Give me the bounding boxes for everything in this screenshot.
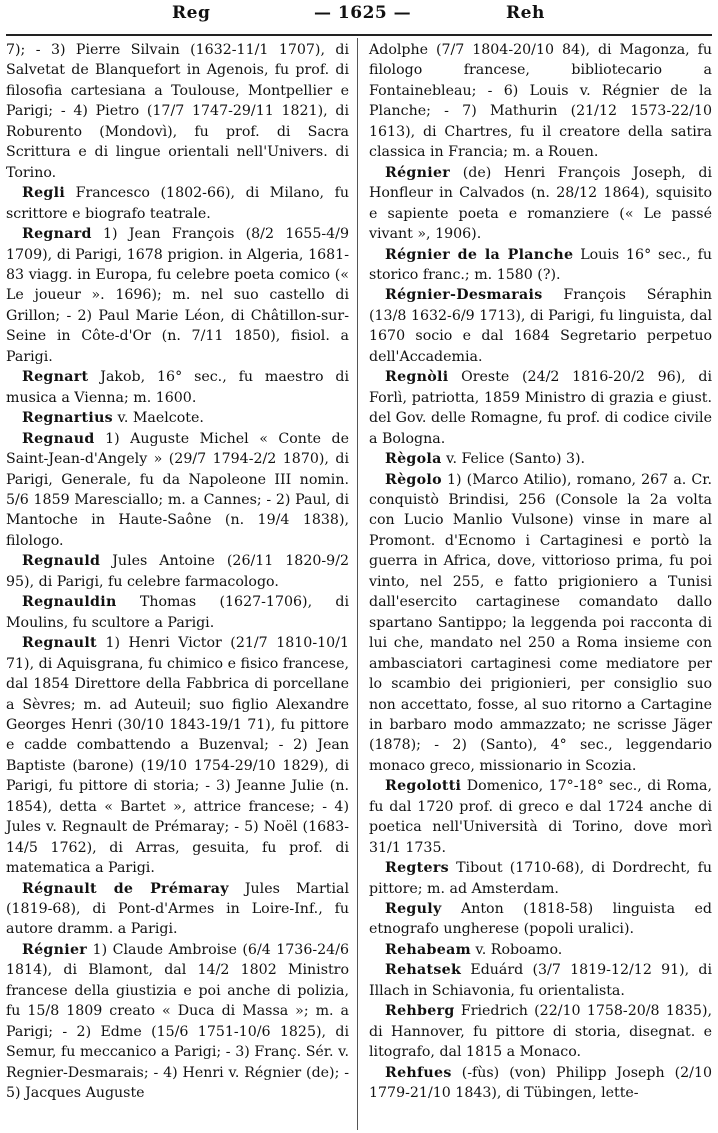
entry-text: v. Felice (Santo) 3). [446,451,586,468]
entry-text: (de) Henri François Joseph, di Honfleur in Calvados (n. 28/12 1864), squisito e sapiente poeta e romanziere (« Le passé vivant », 1906). [369,164,712,243]
entry-text: Jakob, 16° sec., fu maestro di musica a Vienna; m. 1600. [6,369,349,406]
dictionary-entry [369,940,712,960]
entry-text: Francesco (1802-66), di Milano, fu scrittore e biografo teatrale. [6,185,349,222]
header-rule [6,34,712,36]
running-head-right: Reh [506,3,545,23]
entry-text: Eduárd (3/7 1819-12/12 91), di Illach in Schiavonia, fu orientalista. [369,962,713,999]
dictionary-entry [369,960,712,1001]
entry-headword: Régnier [385,164,451,181]
entry-headword: Régnier [22,941,88,958]
dictionary-entry [369,245,712,286]
entry-text: Adolphe (7/7 1804-20/10 84), di Magonza, fu filologo francese, bibliotecario a Fontainebleau; - 6) Louis v. Régnier de la Planche; - 7) Mathurin (21/12 1573-22/10 1613), di Chartres, fu il creatore della satira classica in Francia; m. a Rouen. [369,42,712,161]
entry-headword: Régnault de Prémaray [22,880,229,897]
dictionary-entry [6,592,349,633]
dictionary-entry [6,367,349,408]
entry-text: v. Roboamo. [475,941,563,958]
entry-text: v. Maelcote. [117,410,204,427]
left-column [6,40,349,1104]
right-column [369,40,712,1104]
entry-headword: Regnault [22,635,97,652]
entry-headword: Regnòli [385,369,449,386]
entry-headword: Rehfues [385,1064,452,1081]
dictionary-entry [6,408,349,428]
dictionary-entry [6,551,349,592]
dictionary-entry [369,1001,712,1062]
entry-text: Friedrich (22/10 1758-20/8 1835), di Hannover, fu pittore di storia, disegnat. e litografo, dal 1815 a Monaco. [369,1003,712,1061]
entry-headword: Regli [22,185,66,202]
dictionary-entry [369,1063,712,1104]
entry-text: Jules Antoine (26/11 1820-9/2 95), di Parigi, fu celebre farmacologo. [6,553,350,590]
dictionary-entry [369,470,712,777]
entry-headword: Rehabeam [385,941,471,958]
dictionary-entry [369,449,712,469]
entry-headword: Rehberg [385,1003,455,1020]
entry-headword: Régnier de la Planche [385,246,574,263]
entry-headword: Règola [385,451,442,468]
dictionary-entry [6,879,349,940]
entry-headword: Regters [385,860,449,877]
dictionary-entry [369,285,712,367]
dictionary-entry [6,183,349,224]
entry-text: François Séraphin (13/8 1632-6/9 1713), di Parigi, fu linguista, dal 1670 socio e dal 1684 Segretario perpetuo dell'Accademia. [369,287,712,365]
entry-text: (-fùs) (von) Philipp Joseph (2/10 1779-21/10 1843), di Tübingen, lette- [369,1064,712,1102]
entry-headword: Regnauld [22,553,101,570]
entry-headword: Rehatsek [385,962,462,979]
dictionary-entry [369,367,712,449]
entry-text: Domenico, 17°-18° sec., di Roma, fu dal 1720 prof. di greco e dal 1724 anche di poetica nell'Università di Torino, dove morì 31/1 1735. [369,778,712,856]
page-header [0,0,718,34]
running-head-left: Reg [172,3,211,23]
entry-text: Anton (1818-58) linguista ed etnografo ungherese (popoli uralici). [369,901,712,938]
entry-headword: Regnaud [22,430,95,447]
entry-text: 7); - 3) Pierre Silvain (1632-11/1 1707), di Salvetat de Blanquefort in Agenois, fu prof. di filosofia cartesiana a Toulouse, Montpellier e Parigi; - 4) Pietro (17/7 1747-29/11 1821), di Roburento (Mondovì), fu prof. di Sacra Scrittura e di lingue orientali nell'Univers. di Torino. [6,42,349,181]
entry-text: Oreste (24/2 1816-20/2 96), di Forlì, patriotta, 1859 Ministro di grazia e giust. del Gov. delle Romagne, fu prof. di codice civile a Bologna. [369,369,712,447]
entry-text: 1) Claude Ambroise (6/4 1736-24/6 1814), di Blamont, dal 14/2 1802 Ministro francese della giustizia e poi anche di polizia, fu 15/8 1809 creato « Duca di Massa »; m. a Parigi; - 2) Edme (15/6 1751-10/6 1825), di Semur, fu meccanico a Parigi; - 3) Franç. Sér. v. Regnier-Desmarais; - 4) Henri v. Régnier (de); - 5) Jacques Auguste [6,941,349,1102]
dictionary-entry [369,776,712,858]
dictionary-entry [369,40,712,163]
page-number: — 1625 — [314,3,412,23]
entry-headword: Regnard [22,226,92,243]
entry-text: 1) Auguste Michel « Conte de Saint-Jean-d'Angely » (29/7 1794-2/2 1870), di Parigi, Generale, fu da Napoleone III nomin. 5/6 1859 Maresciallo; m. a Cannes; - 2) Paul, di Mantoche in Haute-Saône (n. 19/4 1838), filologo. [6,430,349,549]
entry-headword: Regolotti [385,778,462,795]
dictionary-entry [6,224,349,367]
entry-headword: Regnart [22,369,89,386]
column-divider [357,38,358,1130]
entry-text: 1) Henri Victor (21/7 1810-10/1 71), di Aquisgrana, fu chimico e fisico francese, dal 1854 Direttore della Fabbrica di porcellane a Sèvres; m. ad Auteuil; suo figlio Alexandre Georges Henri (30/10 1843-19/1 71), fu pittore e cadde combattendo a Buzenval; - 2) Jean Baptiste (barone) (19/10 1754-29/10 1829), di Parigi, fu pittore di storia; - 3) Jeanne Julie (n. 1854), detta « Bartet », attrice francese; - 4) Jules v. Regnault de Prémaray; - 5) Noël (1683-14/5 1762), di Arras, gesuita, fu prof. di matematica a Parigi. [6,635,349,877]
dictionary-entry [369,899,712,940]
entry-headword: Reguly [385,901,442,918]
entry-text: Thomas (1627-1706), di Moulins, fu scultore a Parigi. [6,594,349,631]
dictionary-entry [369,163,712,245]
dictionary-entry [6,940,349,1104]
entry-text: Louis 16° sec., fu storico franc.; m. 1580 (?). [369,246,712,283]
entry-text: Jules Martial (1819-68), di Pont-d'Armes in Loire-Inf., fu autore dramm. a Parigi. [6,880,349,938]
entry-text: Tibout (1710-68), di Dordrecht, fu pittore; m. ad Amsterdam. [369,860,712,897]
dictionary-entry [369,858,712,899]
dictionary-entry [6,633,349,878]
entry-text: 1) Jean François (8/2 1655-4/9 1709), di Parigi, 1678 prigion. in Algeria, 1681-83 viagg. in Europa, fu celebre poeta comico (« Le joueur ». 1696); m. nel suo castello di Grillon; - 2) Paul Marie Léon, di Châtillon-sur-Seine in Côte-d'Or (n. 7/11 1850), fisiol. a Parigi. [6,226,349,365]
entry-headword: Règolo [385,471,442,488]
dictionary-entry [6,429,349,552]
dictionary-entry [6,40,349,183]
entry-headword: Regnauldin [22,594,117,611]
entry-headword: Régnier-Desmarais [385,287,543,304]
entry-text: 1) (Marco Atilio), romano, 267 a. Cr. conquistò Brindisi, 256 (Console la 2a volta con Lucio Manlio Vulsone) vinse in mare al Promont. d'Ecnomo i Cartaginesi e portò la guerra in Africa, dove, vittorioso prima, fu poi vinto, nel 255, e fatto prigioniero a Tunisi dall'esercito cartaginese comandato dallo spartano Santippo; la leggenda poi racconta di lui che, mandato nel 250 a Roma insieme con ambasciatori cartaginesi come mediatore per lo scambio dei prigionieri, per consiglio suo non accettato, fosse, al suo ritorno a Cartagine in barbaro modo ammazzato; ne scrisse Jäger (1878); - 2) (Santo), 4° sec., leggendario monaco greco, missionario in Scozia. [369,471,712,774]
entry-headword: Regnartius [22,410,113,427]
